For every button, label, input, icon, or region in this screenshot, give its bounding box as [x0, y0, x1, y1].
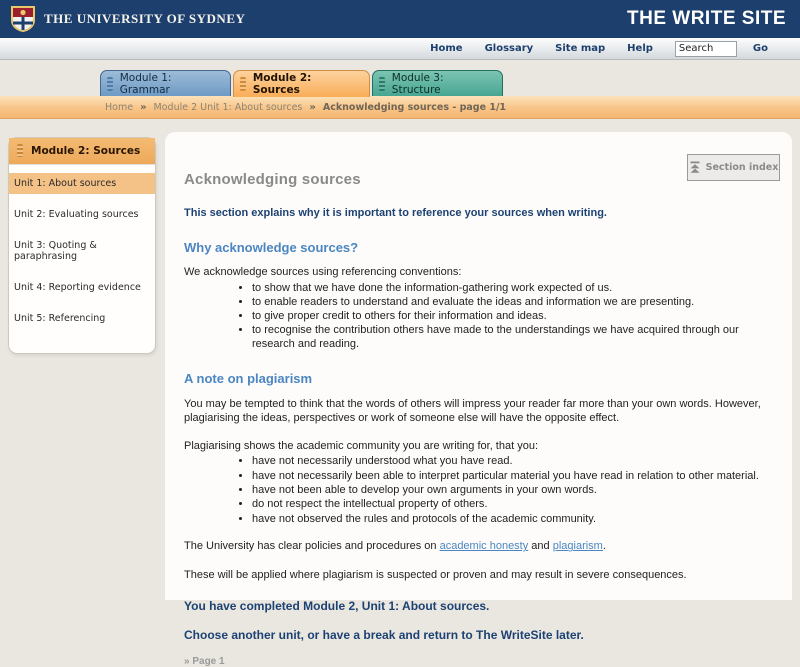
list-item: • have not necessarily been able to interpret particular material you have read in relation to other material. [252, 470, 772, 484]
plagiarism-link[interactable]: plagiarism [552, 540, 603, 553]
sidebar-item-unit-3[interactable]: Unit 3: Quoting & paraphrasing [14, 240, 97, 262]
breadcrumb-home-link[interactable]: Home [105, 101, 134, 113]
breadcrumb [0, 96, 800, 119]
main-content [165, 132, 792, 667]
section-intro: This section explains why it is important to reference your sources when writing. [184, 207, 607, 219]
completion-message: You have completed Module 2, Unit 1: About sources. [184, 599, 490, 614]
tab-label: Module 1: Grammar [119, 71, 172, 96]
nav-sitemap-link[interactable]: Site map [555, 43, 606, 54]
collapse-up-icon [689, 161, 701, 174]
nav-home-link[interactable]: Home [430, 43, 463, 54]
why-bullet-list [184, 282, 772, 352]
policies-text: and [528, 540, 553, 553]
tab-module-2-sources[interactable] [233, 70, 370, 97]
sidebar-header [9, 138, 155, 165]
why-lead: We acknowledge sources using referencing conventions: [184, 266, 462, 278]
body-area [0, 119, 800, 667]
nav-glossary-link[interactable]: Glossary [484, 43, 534, 54]
nav-help-link[interactable]: Help [627, 43, 653, 54]
breadcrumb-unit-link[interactable]: Module 2 Unit 1: About sources [153, 101, 303, 113]
page-indicator: » Page 1 [184, 656, 225, 667]
consequences-paragraph: These will be applied where plagiarism is suspected or proven and may result in severe consequences. [184, 568, 687, 581]
policies-paragraph [184, 539, 772, 554]
grip-icon [107, 77, 113, 91]
grip-icon [379, 77, 385, 91]
plagiarism-heading: A note on plagiarism [184, 370, 313, 386]
breadcrumb-separator: » [309, 101, 316, 113]
sidebar-item-unit-4[interactable]: Unit 4: Reporting evidence [14, 282, 141, 293]
search-input[interactable] [675, 41, 737, 57]
plagiarism-lead: Plagiarising shows the academic community you are writing for, that you: [184, 439, 538, 452]
breadcrumb-separator: » [140, 101, 147, 113]
list-item: • do not respect the intellectual property of others. [252, 498, 772, 512]
list-item: • have not necessarily understood what you have read. [252, 455, 772, 469]
list-item: • to recognise the contribution others have made to the understandings we have acquired through our research and reading. [252, 324, 772, 352]
grip-icon [240, 77, 246, 91]
sidebar-item-unit-2[interactable]: Unit 2: Evaluating sources [14, 209, 139, 220]
list-item: • to enable readers to understand and evaluate the ideas and information we are presenting. [252, 296, 772, 310]
site-title: THE WRITE SITE [627, 8, 786, 29]
grip-icon [17, 144, 23, 157]
section-index-label: Section index [705, 162, 779, 173]
plagiarism-paragraph: You may be tempted to think that the words of others will impress your reader far more than your own words. However, plagiarising the ideas, perspectives or work of someone else will have the opposite effect. [184, 397, 761, 425]
list-item: • to show that we have done the information-gathering work expected of us. [252, 282, 772, 296]
search-go-button[interactable]: Go [752, 43, 768, 54]
plagiarism-bullet-list [184, 455, 772, 526]
list-item: • to give proper credit to others for their information and ideas. [252, 310, 772, 324]
tab-label: Module 2: Sources [252, 72, 312, 96]
university-brand[interactable] [10, 5, 245, 33]
policies-text: . [602, 540, 606, 553]
tab-module-3-structure[interactable] [372, 70, 503, 96]
policies-text: The University has clear policies and procedures on [184, 540, 440, 553]
masthead [0, 0, 800, 38]
academic-honesty-link[interactable]: academic honesty [439, 540, 529, 553]
next-step-message: Choose another unit, or have a break and return to The WriteSite later. [184, 628, 584, 643]
sidebar-unit-list [9, 173, 155, 329]
module-tabstrip [0, 60, 800, 96]
sidebar-item-unit-1[interactable]: Unit 1: About sources [9, 173, 155, 194]
sidebar-item-unit-5[interactable]: Unit 5: Referencing [14, 313, 106, 324]
sidebar-title: Module 2: Sources [31, 144, 141, 157]
utility-nav [0, 38, 800, 60]
why-heading: Why acknowledge sources? [184, 240, 359, 255]
section-index-button[interactable] [687, 154, 780, 181]
tab-module-1-grammar[interactable] [100, 70, 231, 96]
university-crest-icon [10, 5, 36, 33]
university-name: THE UNIVERSITY OF SYDNEY [44, 11, 246, 26]
unit-sidebar [8, 137, 156, 354]
page-title: Acknowledging sources [184, 171, 361, 188]
list-item: • have not been able to develop your own arguments in your own words. [252, 484, 772, 498]
list-item: • have not observed the rules and protocols of the academic community. [252, 513, 772, 527]
tab-label: Module 3: Structure [391, 71, 444, 96]
breadcrumb-current-page: Acknowledging sources - page 1/1 [322, 101, 507, 113]
